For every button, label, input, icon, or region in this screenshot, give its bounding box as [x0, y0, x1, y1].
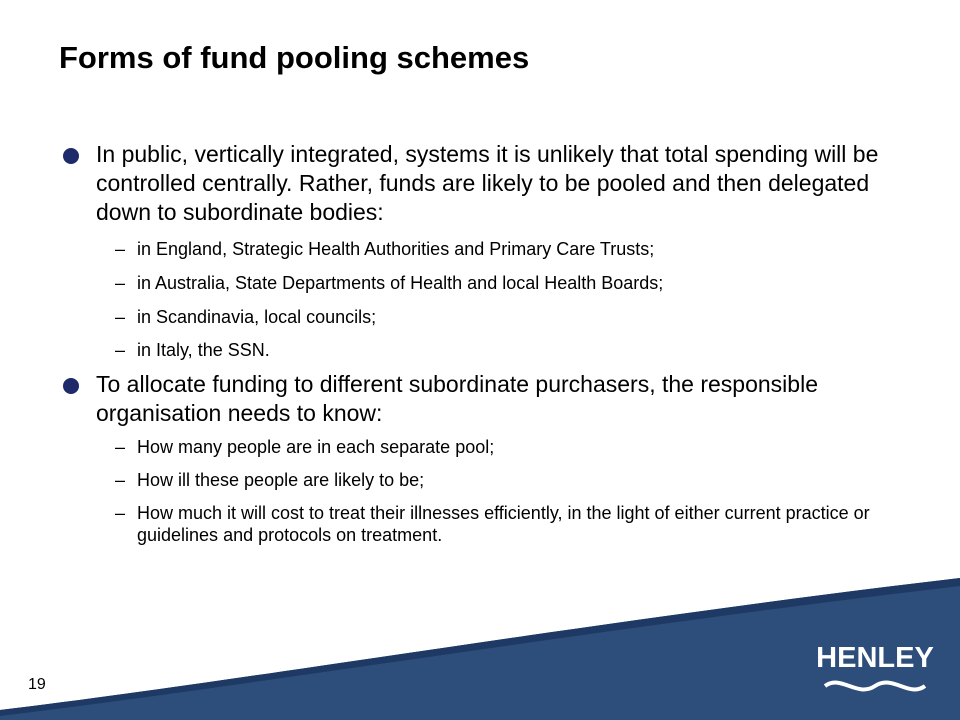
bullet-dot-icon	[63, 148, 79, 164]
dash-icon: –	[115, 273, 126, 293]
sub-item-text: How much it will cost to treat their illnesses efficiently, in the light of either current practice or guidelines and protocols on treatment.	[137, 503, 870, 545]
dash-icon: –	[115, 239, 126, 259]
dash-icon: –	[115, 340, 126, 360]
henley-logo	[815, 640, 935, 705]
sub-item	[115, 469, 877, 491]
dash-icon: –	[115, 437, 126, 457]
sub-item-text: How many people are in each separate pool;	[137, 437, 495, 457]
sub-item-text: in Italy, the SSN.	[137, 340, 270, 360]
sub-item-text: in Australia, State Departments of Health and local Health Boards;	[137, 273, 664, 293]
sub-item	[115, 339, 877, 361]
sub-item	[115, 306, 877, 328]
bullet-dot-icon	[63, 378, 79, 394]
sub-item-text: in Scandinavia, local councils;	[137, 307, 377, 327]
slide-title: Forms of fund pooling schemes	[59, 40, 530, 75]
bullet-item-1	[96, 140, 906, 227]
sub-item-text: How ill these people are likely to be;	[137, 470, 425, 490]
bullet-item-2	[96, 370, 906, 428]
wave-icon	[823, 676, 927, 700]
dash-icon: –	[115, 307, 126, 327]
dash-icon: –	[115, 470, 126, 490]
sub-item	[115, 238, 877, 260]
sub-item	[115, 436, 877, 458]
page-number: 19	[28, 676, 46, 693]
sub-item	[115, 272, 877, 294]
logo-text: HENLEY	[816, 642, 934, 674]
bullet-text: In public, vertically integrated, systems it is unlikely that total spending will be controlled centrally. Rather, funds are likely to be pooled and then delegated down to subordinate bodies:	[96, 141, 879, 225]
sub-item-text: in England, Strategic Health Authorities and Primary Care Trusts;	[137, 239, 655, 259]
sub-item	[115, 502, 877, 546]
dash-icon: –	[115, 503, 126, 523]
bullet-text: To allocate funding to different subordinate purchasers, the responsible organisation needs to know:	[96, 371, 818, 426]
